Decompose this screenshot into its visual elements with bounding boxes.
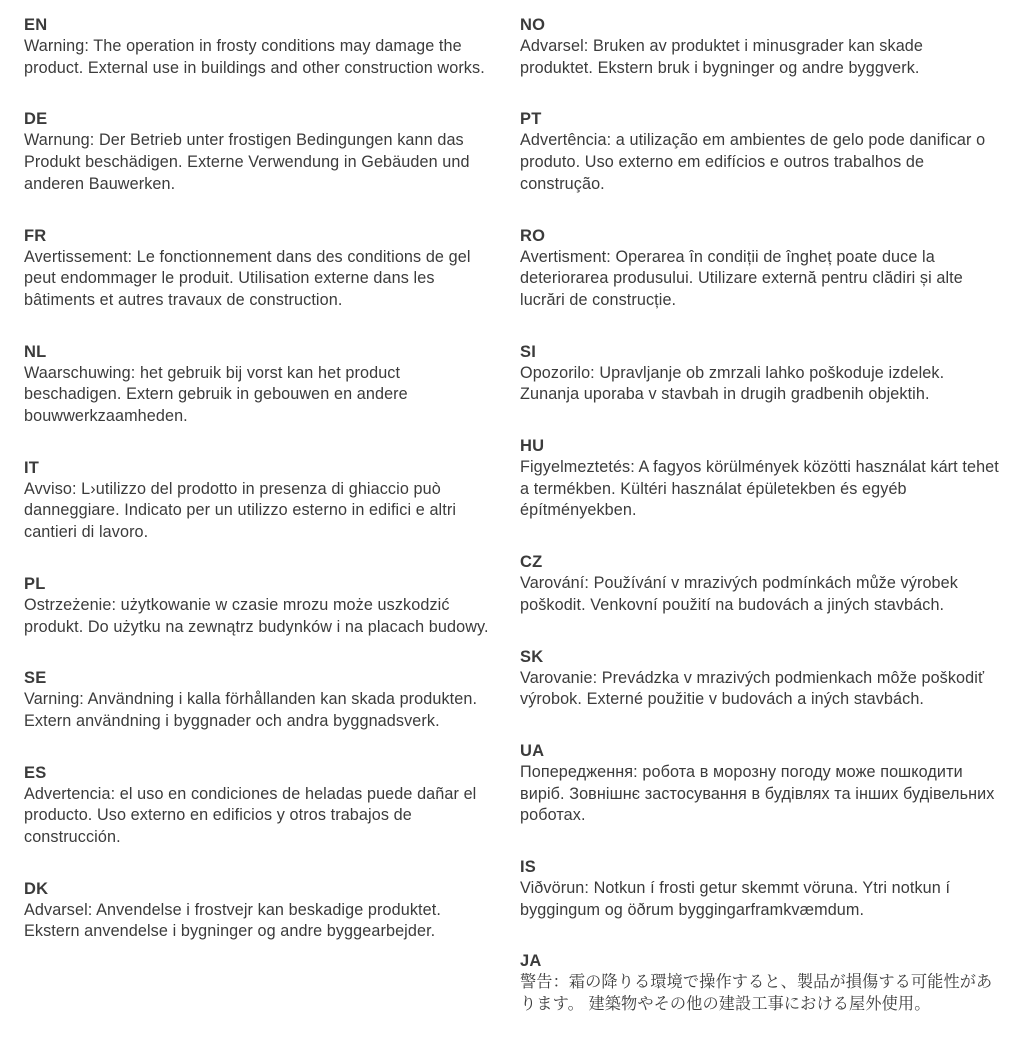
warning-text-se: Varning: Användning i kalla förhållanden kan skada produkten. Extern användning i byggnader och andra byggnadsverk. (24, 690, 478, 730)
lang-code-it: IT (24, 458, 40, 477)
warning-text-ja: 警告：霜の降りる環境で操作すると、製品が損傷する可能性があります。 建築物やその他の建設工事における屋外使用。 (520, 973, 993, 1014)
lang-code-si: SI (520, 342, 536, 361)
warning-text-is: Viðvörun: Notkun í frosti getur skemmt vöruna. Ytri notkun í byggingum og öðrum byggingarframkvæmdum. (520, 879, 951, 919)
lang-section-si (520, 341, 1000, 406)
lang-section-is (520, 856, 1000, 921)
lang-section-dk (24, 878, 494, 943)
lang-section-hu (520, 435, 1000, 522)
lang-section-ua (520, 740, 1000, 827)
lang-section-cz (520, 551, 1000, 616)
column-left (24, 14, 494, 1045)
lang-code-es: ES (24, 763, 47, 782)
warning-text-dk: Advarsel: Anvendelse i frostvejr kan beskadige produktet. Ekstern anvendelse i bygninger og andre byggearbejder. (24, 900, 441, 941)
lang-code-se: SE (24, 669, 47, 688)
lang-code-fr: FR (24, 226, 47, 245)
lang-section-nl (24, 341, 494, 428)
lang-code-de: DE (24, 110, 48, 129)
lang-code-cz: CZ (520, 553, 543, 572)
warning-text-sk: Varovanie: Prevádzka v mrazivých podmienkach môže poškodiť výrobok. Externé použitie v budovách a iných stavbách. (520, 668, 985, 709)
lang-section-no (520, 14, 1000, 79)
lang-code-en: EN (24, 16, 48, 34)
lang-section-en (24, 14, 494, 79)
warning-text-nl: Waarschuwing: het gebruik bij vorst kan het product beschadigen. Extern gebruik in gebouwen en andere bouwwerkzaamheden. (24, 363, 408, 426)
lang-code-hu: HU (520, 437, 545, 456)
lang-code-sk: SK (520, 647, 544, 666)
lang-section-ro (520, 225, 1000, 312)
lang-code-ro: RO (520, 226, 546, 245)
warning-text-it: Avviso: L›utilizzo del prodotto in presenza di ghiaccio può danneggiare. Indicato per un utilizzo esterno in edifici e altri cantieri di lavoro. (24, 479, 457, 542)
warning-text-cz: Varování: Používání v mrazivých podmínkách může výrobek poškodit. Venkovní použití na budovách a jiných stavbách. (520, 574, 958, 614)
warning-text-hu: Figyelmeztetés: A fagyos körülmények közötti használat kárt tehet a termékben. Kültéri használat épületekben és egyéb építményekben. (520, 458, 999, 520)
lang-code-nl: NL (24, 342, 47, 361)
lang-section-pt (520, 108, 1000, 195)
lang-code-pl: PL (24, 574, 46, 593)
warning-text-de: Warnung: Der Betrieb unter frostigen Bedingungen kann das Produkt beschädigen. Externe Verwendung in Gebäuden und anderen Bauwerken. (24, 131, 470, 193)
lang-code-no: NO (520, 16, 546, 34)
warning-text-pl: Ostrzeżenie: użytkowanie w czasie mrozu może uszkodzić produkt. Do użytku na zewnątrz budynków i na placach budowy. (24, 595, 489, 636)
lang-section-ja (520, 950, 1000, 1015)
warning-text-no: Advarsel: Bruken av produktet i minusgrader kan skade produktet. Ekstern bruk i bygninger og andre byggverk. (520, 37, 923, 77)
warning-text-ua: Попередження: робота в морозну погоду може пошкодити виріб. Зовнішнє застосування в будівлях та інших будівельних роботах. (520, 762, 995, 825)
lang-section-pl (24, 573, 494, 638)
lang-section-se (24, 667, 494, 732)
warning-text-en: Warning: The operation in frosty conditions may damage the product. External use in buildings and other construction works. (24, 37, 485, 77)
warning-text-si: Opozorilo: Upravljanje ob zmrzali lahko poškoduje izdelek. Zunanja uporaba v stavbah in drugih gradbenih objektih. (520, 363, 945, 404)
lang-section-es (24, 762, 494, 849)
column-right (520, 14, 1000, 1045)
lang-section-de (24, 108, 494, 195)
warning-text-ro: Avertisment: Operarea în condiții de îngheț poate duce la deteriorarea produsului. Utilizare externă pentru clădiri și alte lucrări de construcție. (520, 247, 963, 309)
lang-code-dk: DK (24, 879, 49, 898)
warning-text-pt: Advertência: a utilização em ambientes de gelo pode danificar o produto. Uso externo em edifícios e outros trabalhos de construção. (520, 131, 986, 193)
lang-code-ua: UA (520, 741, 545, 760)
warning-text-fr: Avertissement: Le fonctionnement dans des conditions de gel peut endommager le produit. Utilisation externe dans les bâtiments et autres travaux de construction. (24, 247, 471, 309)
lang-section-fr (24, 225, 494, 312)
lang-code-ja: JA (520, 952, 542, 971)
lang-section-it (24, 457, 494, 544)
lang-code-is: IS (520, 858, 536, 877)
warning-text-es: Advertencia: el uso en condiciones de heladas puede dañar el producto. Uso externo en edificios y otros trabajos de construcción. (24, 784, 477, 847)
lang-section-sk (520, 646, 1000, 711)
lang-code-pt: PT (520, 110, 542, 129)
